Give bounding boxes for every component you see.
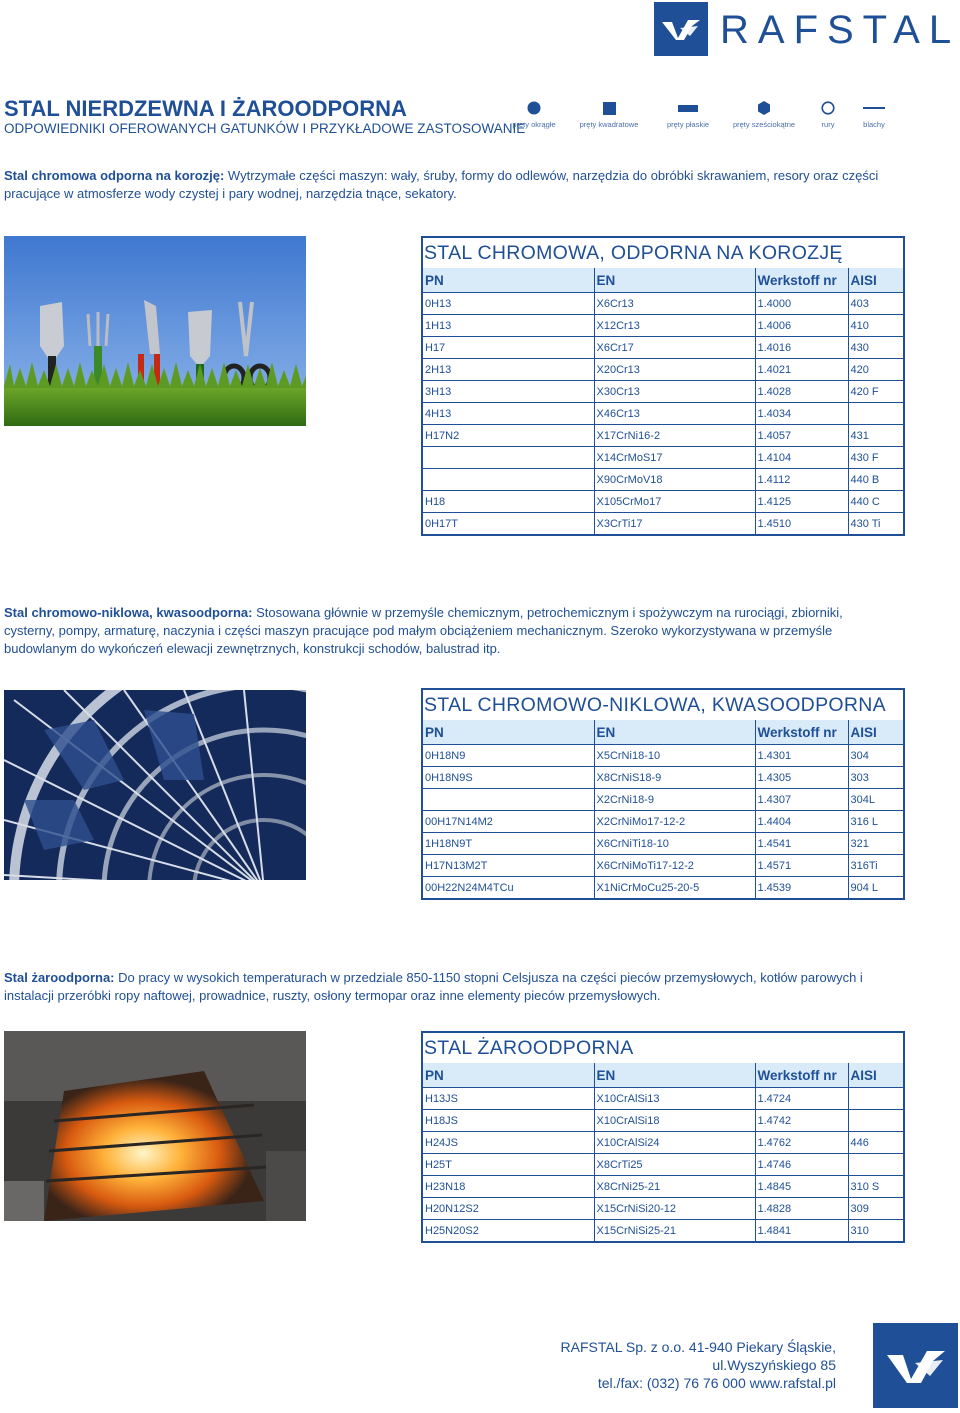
table-cell: X15CrNiSi25-21 [594,1220,755,1243]
table-cell: 1.4057 [755,425,848,447]
column-header: AISI [848,1063,904,1088]
page-title: STAL NIERDZEWNA I ŻAROODPORNA [4,96,407,121]
table-row [422,337,904,359]
table-cell: 2H13 [422,359,594,381]
table-cell: 1.4104 [755,447,848,469]
table-cell: X12Cr13 [594,315,755,337]
legend-sheet: blachy [829,98,919,129]
table-row [422,745,904,767]
table-cell: 420 [848,359,904,381]
table-cell: X10CrAlSi24 [594,1132,755,1154]
table-cell [848,1110,904,1132]
table-cell: 1.4034 [755,403,848,425]
table-row [422,469,904,491]
table-cell: 316Ti [848,855,904,877]
table-cell: X6CrNiTi18-10 [594,833,755,855]
table-cell: H23N18 [422,1176,594,1198]
table-cell: 446 [848,1132,904,1154]
table-cell: X46Cr13 [594,403,755,425]
table-cell: X30Cr13 [594,381,755,403]
table-row [422,855,904,877]
section-description-chromium-nickel: Stal chromowo-niklowa, kwasoodporna: Stosowana głównie w przemyśle chemicznym, petrochemicznym i spożywczym na rurociągi, zbiorniki, cysterny, pompy, armaturę, naczynia i części maszyn pracujące pod małym obciążeniem mechanicznym. Szeroko wykorzystywana w przemyśle budowlanym do wykończeń elewacji zewnętrznych, konstrukcji schodów, balustrad itp. [4,605,843,656]
table-row [422,789,904,811]
table-cell: 1.4006 [755,315,848,337]
table-cell: 310 [848,1220,904,1243]
table-cell: 0H18N9 [422,745,594,767]
table-cell: 430 [848,337,904,359]
table-cell: 1.4000 [755,293,848,315]
table-row [422,1198,904,1220]
table-cell: H17 [422,337,594,359]
table-cell: H18JS [422,1110,594,1132]
table-cell: X5CrNi18-10 [594,745,755,767]
table-title: STAL CHROMOWA, ODPORNA NA KOROZJĘ [422,237,904,268]
table-cell: X90CrMoV18 [594,469,755,491]
table-cell: H25N20S2 [422,1220,594,1243]
table-cell [422,469,594,491]
table-cell: 430 Ti [848,513,904,536]
table-row [422,293,904,315]
hot-steel-slab-photo [4,1031,306,1221]
table-cell: 403 [848,293,904,315]
table-cell: X17CrNi16-2 [594,425,755,447]
table-row [422,315,904,337]
table-row [422,447,904,469]
legend-square-bar: pręty kwadratowe [564,98,654,129]
table-cell: 1.4307 [755,789,848,811]
table-cell: 0H17T [422,513,594,536]
table-cell: X14CrMoS17 [594,447,755,469]
rafstal-wordmark: RAFSTAL [720,8,960,52]
table-header-row [422,1063,904,1088]
table-cell: 310 S [848,1176,904,1198]
table-row [422,1088,904,1110]
table-cell: X6Cr13 [594,293,755,315]
table-cell: X2CrNi18-9 [594,789,755,811]
table-cell: 1.4742 [755,1110,848,1132]
table-cell: X105CrMo17 [594,491,755,513]
table-cell: 440 B [848,469,904,491]
table-cell: X8CrNi25-21 [594,1176,755,1198]
column-header: EN [594,720,755,745]
table-cell: 904 L [848,877,904,900]
table-cell [848,1154,904,1176]
table-row [422,491,904,513]
table-cell: 321 [848,833,904,855]
table-cell: H17N2 [422,425,594,447]
table-cell: 1.4305 [755,767,848,789]
table-cell: 0H13 [422,293,594,315]
table-cell: 1H13 [422,315,594,337]
table-cell: 304L [848,789,904,811]
table-cell: 1.4571 [755,855,848,877]
table-chromium-steel [421,236,905,536]
table-cell: X20Cr13 [594,359,755,381]
table-cell: X15CrNiSi20-12 [594,1198,755,1220]
table-row [422,513,904,536]
table-cell: 1.4828 [755,1198,848,1220]
table-cell: 1.4541 [755,833,848,855]
table-row [422,403,904,425]
column-header: AISI [848,268,904,293]
table-row [422,425,904,447]
table-cell: 1H18N9T [422,833,594,855]
footer-contact [466,1338,836,1392]
sheet-icon [863,107,885,110]
section-description-heat-resistant: Stal żaroodporna: Do pracy w wysokich temperaturach w przedziale 850-1150 stopni Celsjusza na części pieców przemysłowych, kotłów parowych i instalacji przeróbki ropy naftowej, prowadnice, ruszty, osłony termopar oraz inne elementy pieców przemysłowych. [4,970,863,1003]
table-cell: 00H22N24M4TCu [422,877,594,900]
table-cell: 1.4125 [755,491,848,513]
flat-bar-icon [678,105,698,112]
table-cell [422,447,594,469]
garden-tools-photo [4,236,306,426]
legend-round-bar: pręty okrągłe [489,98,579,129]
table-cell: X1NiCrMoCu25-20-5 [594,877,755,900]
footer-address: RAFSTAL Sp. z o.o. 41-940 Piekary Śląskie, ul.Wyszyńskiego 85 [560,1339,836,1373]
table-row [422,1176,904,1198]
table-cell [848,403,904,425]
column-header: Werkstoff nr [755,268,848,293]
table-cell: 1.4539 [755,877,848,900]
table-row [422,381,904,403]
table-cell: 304 [848,745,904,767]
table-heat-resistant-steel [421,1031,905,1243]
column-header: PN [422,720,594,745]
column-header: EN [594,268,755,293]
column-header: AISI [848,720,904,745]
table-row [422,359,904,381]
table-cell: 1.4845 [755,1176,848,1198]
hexagonal-bar-icon [757,101,771,115]
table-cell: X3CrTi17 [594,513,755,536]
table-cell: 0H18N9S [422,767,594,789]
column-header: PN [422,1063,594,1088]
square-bar-icon [603,102,616,115]
table-cell: 1.4746 [755,1154,848,1176]
table-cell: 1.4510 [755,513,848,536]
table-cell: 303 [848,767,904,789]
rafstal-logo [654,2,960,58]
section-description-chromium: Stal chromowa odporna na korozję: Wytrzymałe części maszyn: wały, śruby, formy do odlewów, narzędzia do obróbki skrawaniem, resory oraz części pracujące w atmosferze wody czystej i pary wodnej, narzędzia tnące, sekatory. [4,168,879,201]
table-cell: H20N12S2 [422,1198,594,1220]
legend-flat-bar: pręty płaskie [643,98,733,129]
column-header: EN [594,1063,755,1088]
table-row [422,877,904,900]
column-header: Werkstoff nr [755,1063,848,1088]
table-cell: 440 C [848,491,904,513]
table-cell: 1.4724 [755,1088,848,1110]
table-cell: 420 F [848,381,904,403]
column-header: PN [422,268,594,293]
table-cell: X10CrAlSi18 [594,1110,755,1132]
table-row [422,767,904,789]
table-cell: 1.4028 [755,381,848,403]
table-cell: H17N13M2T [422,855,594,877]
table-cell [848,1088,904,1110]
table-row [422,1132,904,1154]
table-row [422,1110,904,1132]
spiral-staircase-photo [4,690,306,880]
footer-phone-web: tel./fax: (032) 76 76 000 www.rafstal.pl [597,1375,836,1391]
table-cell: 431 [848,425,904,447]
table-row [422,1154,904,1176]
table-cell: X8CrNiS18-9 [594,767,755,789]
table-cell: 1.4112 [755,469,848,491]
table-cell: 1.4021 [755,359,848,381]
table-cell: X10CrAlSi13 [594,1088,755,1110]
round-bar-icon [527,101,541,115]
table-cell [422,789,594,811]
table-cell: 3H13 [422,381,594,403]
rafstal-logo-mark-icon [654,2,708,56]
page-subtitle: ODPOWIEDNIKI OFEROWANYCH GATUNKÓW I PRZYKŁADOWE ZASTOSOWANIE [4,121,526,136]
table-cell: H25T [422,1154,594,1176]
table-cell: 430 F [848,447,904,469]
table-title: STAL ŻAROODPORNA [422,1032,904,1063]
table-cell: 1.4762 [755,1132,848,1154]
table-cell: H18 [422,491,594,513]
table-header-row [422,268,904,293]
column-header: Werkstoff nr [755,720,848,745]
table-title: STAL CHROMOWO-NIKLOWA, KWASOODPORNA [422,689,904,720]
table-cell: 1.4841 [755,1220,848,1243]
table-cell: 316 L [848,811,904,833]
table-row [422,833,904,855]
table-cell: 4H13 [422,403,594,425]
table-cell: 1.4016 [755,337,848,359]
table-chromium-nickel-steel [421,688,905,900]
table-cell: X2CrNiMo17-12-2 [594,811,755,833]
table-cell: X6Cr17 [594,337,755,359]
table-cell: X8CrTi25 [594,1154,755,1176]
footer-logo-mark-icon [873,1323,958,1408]
table-cell: 1.4301 [755,745,848,767]
legend-hexagonal-bar: pręty sześciokątne [719,98,809,129]
table-cell: H13JS [422,1088,594,1110]
table-cell: 410 [848,315,904,337]
table-header-row [422,720,904,745]
legend-tube: rury [783,98,873,129]
table-cell: X6CrNiMoTi17-12-2 [594,855,755,877]
table-cell: 00H17N14M2 [422,811,594,833]
table-cell: 1.4404 [755,811,848,833]
table-row [422,811,904,833]
table-cell: H24JS [422,1132,594,1154]
table-row [422,1220,904,1243]
table-cell: 309 [848,1198,904,1220]
